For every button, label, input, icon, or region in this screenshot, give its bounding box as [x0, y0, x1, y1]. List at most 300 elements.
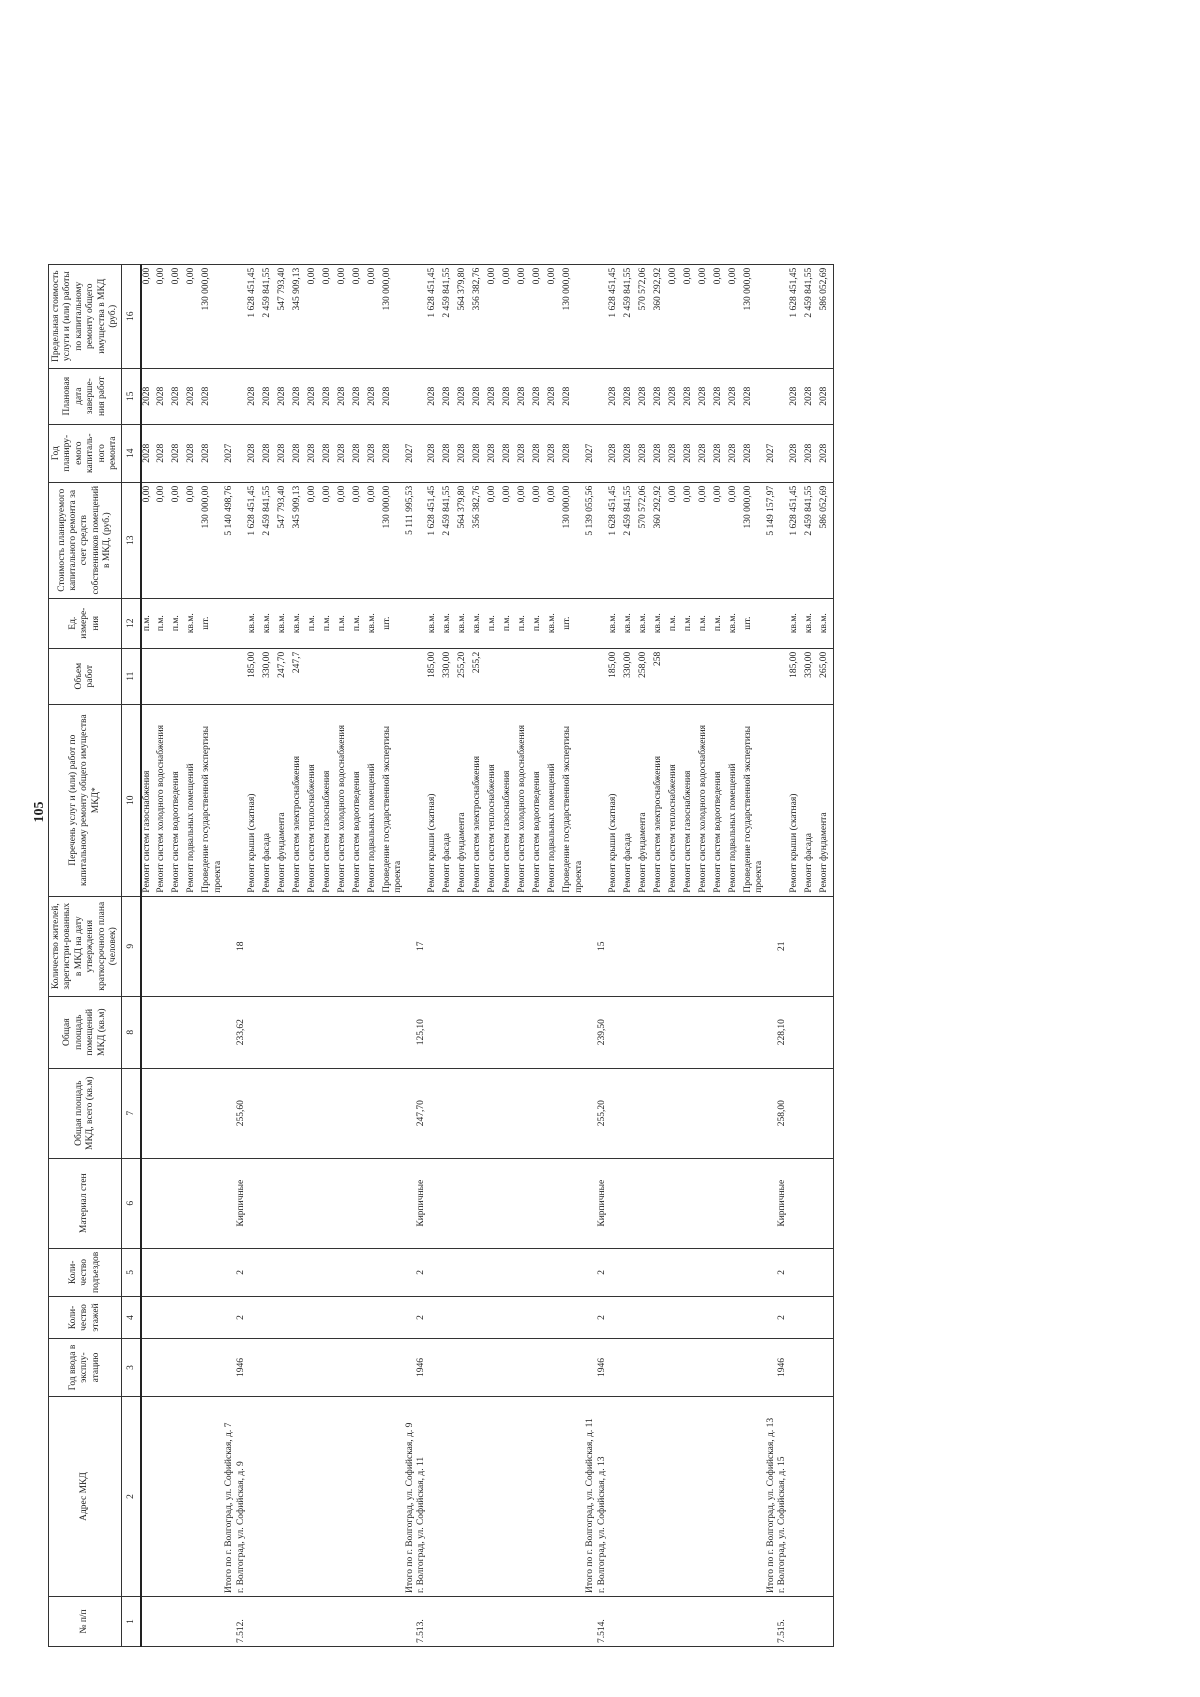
- limit-cost-cell: 570 572,06: [638, 264, 653, 368]
- empty-cell: [262, 896, 277, 996]
- empty-cell: [804, 1597, 819, 1647]
- unit-cell: п.м.: [668, 598, 683, 648]
- empty-cell: [597, 424, 608, 482]
- empty-cell: [442, 996, 457, 1068]
- header-cell: Общая площадь МКД, всего (кв.м): [49, 1068, 122, 1158]
- empty-cell: [337, 1397, 352, 1597]
- empty-cell: [502, 896, 517, 996]
- empty-cell: [186, 1339, 201, 1397]
- empty-cell: [307, 1339, 322, 1397]
- empty-cell: [623, 1248, 638, 1296]
- empty-cell: [292, 1248, 307, 1296]
- empty-cell: [427, 996, 442, 1068]
- work-row: [247, 264, 262, 1646]
- empty-cell: [416, 648, 427, 704]
- unit-cell: п.м.: [307, 598, 322, 648]
- cost-cell: 0,00: [337, 482, 352, 598]
- total-year-cell: 2027: [224, 424, 235, 482]
- end-date-cell: 2028: [262, 368, 277, 424]
- year-cell: 2028: [713, 424, 728, 482]
- empty-cell: [819, 1397, 834, 1597]
- building-row: [777, 264, 788, 1646]
- unit-cell: п.м.: [698, 598, 713, 648]
- total-cost-cell: 5 111 995,53: [405, 482, 416, 598]
- empty-cell: [653, 1248, 668, 1296]
- work-name-cell: Ремонт систем холодного водоснабжения: [156, 704, 171, 896]
- limit-cost-cell: 130 000,00: [743, 264, 766, 368]
- empty-cell: [502, 1397, 517, 1597]
- end-date-cell: 2028: [502, 368, 517, 424]
- entrances-cell: 2: [777, 1248, 788, 1296]
- work-row: [292, 264, 307, 1646]
- empty-cell: [141, 1158, 156, 1248]
- work-name-cell: Ремонт фасада: [262, 704, 277, 896]
- empty-cell: [585, 648, 596, 704]
- volume-cell: [728, 648, 743, 704]
- year-cell: 2028: [683, 424, 698, 482]
- empty-cell: [743, 996, 766, 1068]
- empty-cell: [789, 996, 804, 1068]
- year-cell: 2028: [382, 424, 405, 482]
- empty-cell: [789, 896, 804, 996]
- unit-cell: п.м.: [713, 598, 728, 648]
- limit-cost-cell: 130 000,00: [562, 264, 585, 368]
- work-name-cell: Ремонт систем электроснабжения: [653, 704, 668, 896]
- empty-cell: [236, 368, 247, 424]
- limit-cost-cell: 0,00: [728, 264, 743, 368]
- empty-cell: [532, 896, 547, 996]
- empty-cell: [789, 1297, 804, 1339]
- empty-cell: [352, 1397, 367, 1597]
- empty-cell: [247, 1339, 262, 1397]
- cost-cell: 360 292,92: [653, 482, 668, 598]
- empty-cell: [562, 1248, 585, 1296]
- empty-cell: [766, 368, 777, 424]
- empty-cell: [683, 1597, 698, 1647]
- end-date-cell: 2028: [201, 368, 224, 424]
- empty-cell: [517, 996, 532, 1068]
- volume-cell: [713, 648, 728, 704]
- work-name-cell: Ремонт систем электроснабжения: [292, 704, 307, 896]
- total-cost-cell: 5 139 055,56: [585, 482, 596, 598]
- work-name-cell: Проведение государственной экспертизы проекта: [562, 704, 585, 896]
- empty-cell: [502, 1297, 517, 1339]
- work-row: [277, 264, 292, 1646]
- cost-cell: 130 000,00: [743, 482, 766, 598]
- volume-cell: 265,00: [819, 648, 834, 704]
- work-row: [608, 264, 623, 1646]
- empty-cell: [307, 1068, 322, 1158]
- empty-cell: [532, 1248, 547, 1296]
- empty-cell: [405, 996, 416, 1068]
- work-row: [171, 264, 186, 1646]
- end-date-cell: 2028: [156, 368, 171, 424]
- empty-cell: [405, 1297, 416, 1339]
- cost-cell: 586 052,69: [819, 482, 834, 598]
- empty-cell: [638, 996, 653, 1068]
- end-date-cell: 2028: [608, 368, 623, 424]
- column-number: 7: [122, 1068, 142, 1158]
- empty-cell: [156, 1248, 171, 1296]
- empty-cell: [382, 1158, 405, 1248]
- year-cell: 2028: [502, 424, 517, 482]
- building-row: [597, 264, 608, 1646]
- cost-cell: 1 628 451,45: [789, 482, 804, 598]
- unit-cell: кв.м.: [608, 598, 623, 648]
- empty-cell: [472, 1339, 487, 1397]
- column-number: 9: [122, 896, 142, 996]
- empty-cell: [352, 1339, 367, 1397]
- work-name-cell: Ремонт систем электроснабжения: [472, 704, 487, 896]
- header-cell: Стоимость планируемого капитального ремонта за счет средств собственников помещений в МКД, (руб.): [49, 482, 122, 598]
- volume-cell: [382, 648, 405, 704]
- empty-cell: [156, 1339, 171, 1397]
- cost-cell: 130 000,00: [562, 482, 585, 598]
- empty-cell: [698, 1597, 713, 1647]
- volume-cell: [487, 648, 502, 704]
- empty-cell: [487, 896, 502, 996]
- empty-cell: [713, 896, 728, 996]
- volume-cell: 258,00: [638, 648, 653, 704]
- limit-cost-cell: 586 052,69: [819, 264, 834, 368]
- year-cell: 2028: [337, 424, 352, 482]
- empty-cell: [638, 1397, 653, 1597]
- empty-cell: [405, 598, 416, 648]
- unit-cell: шт.: [382, 598, 405, 648]
- year-built-cell: 1946: [416, 1339, 427, 1397]
- empty-cell: [186, 1397, 201, 1597]
- empty-cell: [262, 1339, 277, 1397]
- empty-cell: [728, 1068, 743, 1158]
- total-row: [405, 264, 416, 1646]
- empty-cell: [224, 598, 235, 648]
- capital-repair-table: [48, 264, 834, 1647]
- empty-cell: [789, 1248, 804, 1296]
- empty-cell: [653, 1158, 668, 1248]
- empty-cell: [487, 1339, 502, 1397]
- limit-cost-cell: 0,00: [532, 264, 547, 368]
- empty-cell: [532, 1158, 547, 1248]
- empty-cell: [532, 1068, 547, 1158]
- address-cell: г. Волгоград, ул. Софийская, д. 11: [416, 1397, 427, 1597]
- empty-cell: [156, 1158, 171, 1248]
- cost-cell: 2 459 841,55: [262, 482, 277, 598]
- empty-cell: [623, 1068, 638, 1158]
- empty-cell: [766, 1248, 777, 1296]
- empty-cell: [382, 1068, 405, 1158]
- empty-cell: [201, 1597, 224, 1647]
- empty-cell: [201, 1158, 224, 1248]
- empty-cell: [698, 1068, 713, 1158]
- wall-material-cell: Кирпичные: [416, 1158, 427, 1248]
- end-date-cell: 2028: [247, 368, 262, 424]
- end-date-cell: 2028: [487, 368, 502, 424]
- empty-cell: [337, 896, 352, 996]
- empty-cell: [367, 996, 382, 1068]
- empty-cell: [224, 1297, 235, 1339]
- empty-cell: [766, 648, 777, 704]
- column-number: 16: [122, 264, 142, 368]
- header-cell: № п/п: [49, 1597, 122, 1647]
- empty-cell: [224, 1248, 235, 1296]
- volume-cell: [532, 648, 547, 704]
- empty-cell: [277, 1297, 292, 1339]
- work-row: [728, 264, 743, 1646]
- end-date-cell: 2028: [789, 368, 804, 424]
- empty-cell: [277, 1597, 292, 1647]
- column-number: 1: [122, 1597, 142, 1647]
- work-row: [547, 264, 562, 1646]
- empty-cell: [186, 1248, 201, 1296]
- limit-cost-cell: 2 459 841,55: [804, 264, 819, 368]
- work-name-cell: Ремонт подвальных помещений: [728, 704, 743, 896]
- empty-cell: [322, 1248, 337, 1296]
- limit-cost-cell: 2 459 841,55: [262, 264, 277, 368]
- floors-cell: 2: [777, 1297, 788, 1339]
- empty-cell: [472, 996, 487, 1068]
- empty-cell: [171, 896, 186, 996]
- area-total-cell: 247,70: [416, 1068, 427, 1158]
- empty-cell: [532, 1597, 547, 1647]
- empty-cell: [236, 704, 247, 896]
- empty-cell: [713, 1339, 728, 1397]
- empty-cell: [382, 1397, 405, 1597]
- empty-cell: [819, 1597, 834, 1647]
- item-number-cell: 7.513.: [416, 1597, 427, 1647]
- empty-cell: [502, 1068, 517, 1158]
- empty-cell: [292, 1297, 307, 1339]
- table-body: [141, 264, 833, 1646]
- empty-cell: [352, 1297, 367, 1339]
- empty-cell: [698, 996, 713, 1068]
- page-number: 105: [32, 801, 47, 823]
- empty-cell: [608, 896, 623, 996]
- empty-cell: [638, 1068, 653, 1158]
- empty-cell: [638, 1158, 653, 1248]
- empty-cell: [457, 1397, 472, 1597]
- empty-cell: [236, 648, 247, 704]
- empty-cell: [597, 368, 608, 424]
- limit-cost-cell: 0,00: [307, 264, 322, 368]
- empty-cell: [623, 1297, 638, 1339]
- end-date-cell: 2028: [743, 368, 766, 424]
- empty-cell: [547, 1397, 562, 1597]
- empty-cell: [487, 1158, 502, 1248]
- column-number: 8: [122, 996, 142, 1068]
- unit-cell: кв.м.: [728, 598, 743, 648]
- empty-cell: [698, 896, 713, 996]
- year-cell: 2028: [262, 424, 277, 482]
- empty-cell: [337, 1158, 352, 1248]
- cost-cell: 0,00: [322, 482, 337, 598]
- empty-cell: [804, 1339, 819, 1397]
- work-row: [743, 264, 766, 1646]
- empty-cell: [186, 1597, 201, 1647]
- empty-cell: [547, 1068, 562, 1158]
- empty-cell: [623, 1597, 638, 1647]
- end-date-cell: 2028: [352, 368, 367, 424]
- empty-cell: [367, 1339, 382, 1397]
- empty-cell: [405, 1248, 416, 1296]
- column-number: 4: [122, 1297, 142, 1339]
- empty-cell: [743, 896, 766, 996]
- end-date-cell: 2028: [517, 368, 532, 424]
- work-name-cell: Ремонт систем газоснабжения: [322, 704, 337, 896]
- work-row: [382, 264, 405, 1646]
- work-name-cell: Ремонт систем водоотведения: [171, 704, 186, 896]
- work-row: [337, 264, 352, 1646]
- unit-cell: кв.м.: [367, 598, 382, 648]
- empty-cell: [502, 996, 517, 1068]
- empty-cell: [156, 1068, 171, 1158]
- empty-cell: [416, 704, 427, 896]
- entrances-cell: 2: [597, 1248, 608, 1296]
- empty-cell: [171, 1158, 186, 1248]
- work-row: [623, 264, 638, 1646]
- volume-cell: 255,2: [472, 648, 487, 704]
- empty-cell: [427, 1397, 442, 1597]
- empty-cell: [819, 1248, 834, 1296]
- empty-cell: [608, 1248, 623, 1296]
- unit-cell: п.м.: [171, 598, 186, 648]
- work-name-cell: Ремонт фундамента: [457, 704, 472, 896]
- empty-cell: [307, 1158, 322, 1248]
- empty-cell: [224, 704, 235, 896]
- empty-cell: [713, 996, 728, 1068]
- residents-cell: 21: [777, 896, 788, 996]
- year-cell: 2028: [804, 424, 819, 482]
- empty-cell: [517, 896, 532, 996]
- empty-cell: [683, 1158, 698, 1248]
- empty-cell: [352, 1158, 367, 1248]
- address-cell: г. Волгоград, ул. Софийская, д. 15: [777, 1397, 788, 1597]
- empty-cell: [352, 1068, 367, 1158]
- empty-cell: [638, 896, 653, 996]
- work-row: [156, 264, 171, 1646]
- work-name-cell: Ремонт крыши (скатная): [427, 704, 442, 896]
- work-name-cell: Ремонт систем водоотведения: [352, 704, 367, 896]
- empty-cell: [597, 482, 608, 598]
- header-cell: Коли-чество подъездов: [49, 1248, 122, 1296]
- work-name-cell: Проведение государственной экспертизы проекта: [382, 704, 405, 896]
- empty-cell: [585, 896, 596, 996]
- header-cell: Предельная стоимость услуги и (или) работы по капитальному ремонту общего имущества в МКД (руб.): [49, 264, 122, 368]
- cost-cell: 345 909,13: [292, 482, 307, 598]
- year-cell: 2028: [186, 424, 201, 482]
- work-row: [668, 264, 683, 1646]
- empty-cell: [337, 1297, 352, 1339]
- column-number: 11: [122, 648, 142, 704]
- empty-cell: [743, 1158, 766, 1248]
- empty-cell: [367, 1597, 382, 1647]
- empty-cell: [472, 896, 487, 996]
- wall-material-cell: Кирпичные: [597, 1158, 608, 1248]
- empty-cell: [623, 996, 638, 1068]
- empty-cell: [743, 1597, 766, 1647]
- empty-cell: [405, 264, 416, 368]
- year-built-cell: 1946: [597, 1339, 608, 1397]
- empty-cell: [307, 1248, 322, 1296]
- header-cell: Адрес МКД: [49, 1397, 122, 1597]
- end-date-cell: 2028: [442, 368, 457, 424]
- empty-cell: [517, 1297, 532, 1339]
- unit-cell: кв.м.: [247, 598, 262, 648]
- work-row: [562, 264, 585, 1646]
- empty-cell: [224, 648, 235, 704]
- year-cell: 2028: [322, 424, 337, 482]
- empty-cell: [638, 1339, 653, 1397]
- work-name-cell: Ремонт фундамента: [819, 704, 834, 896]
- empty-cell: [427, 1248, 442, 1296]
- unit-cell: шт.: [201, 598, 224, 648]
- empty-cell: [766, 1597, 777, 1647]
- year-cell: 2028: [427, 424, 442, 482]
- year-cell: 2028: [171, 424, 186, 482]
- empty-cell: [487, 996, 502, 1068]
- item-number-cell: 7.514.: [597, 1597, 608, 1647]
- empty-cell: [562, 1297, 585, 1339]
- volume-cell: [562, 648, 585, 704]
- limit-cost-cell: 345 909,13: [292, 264, 307, 368]
- work-row: [367, 264, 382, 1646]
- empty-cell: [156, 896, 171, 996]
- empty-cell: [585, 1597, 596, 1647]
- rotated-table-sheet: [24, 42, 1154, 1672]
- empty-cell: [201, 896, 224, 996]
- end-date-cell: 2028: [653, 368, 668, 424]
- cost-cell: 0,00: [307, 482, 322, 598]
- total-label-cell: Итого по г. Волгоград, ул. Софийская, д. 11: [585, 1397, 596, 1597]
- limit-cost-cell: 0,00: [367, 264, 382, 368]
- empty-cell: [777, 264, 788, 368]
- empty-cell: [457, 1339, 472, 1397]
- empty-cell: [743, 1248, 766, 1296]
- limit-cost-cell: 0,00: [683, 264, 698, 368]
- empty-cell: [713, 1158, 728, 1248]
- year-cell: 2028: [743, 424, 766, 482]
- limit-cost-cell: 0,00: [713, 264, 728, 368]
- cost-cell: 0,00: [487, 482, 502, 598]
- work-row: [442, 264, 457, 1646]
- building-row: [416, 264, 427, 1646]
- empty-cell: [442, 1248, 457, 1296]
- empty-cell: [547, 1339, 562, 1397]
- empty-cell: [743, 1068, 766, 1158]
- volume-cell: 330,00: [804, 648, 819, 704]
- empty-cell: [766, 1339, 777, 1397]
- empty-cell: [597, 264, 608, 368]
- header-cell: Ед. измере-ния: [49, 598, 122, 648]
- empty-cell: [247, 1597, 262, 1647]
- year-cell: 2028: [201, 424, 224, 482]
- empty-cell: [638, 1297, 653, 1339]
- empty-cell: [277, 896, 292, 996]
- empty-cell: [766, 1158, 777, 1248]
- year-cell: 2028: [728, 424, 743, 482]
- cost-cell: 570 572,06: [638, 482, 653, 598]
- end-date-cell: 2028: [427, 368, 442, 424]
- volume-cell: [668, 648, 683, 704]
- empty-cell: [804, 1158, 819, 1248]
- empty-cell: [668, 1297, 683, 1339]
- empty-cell: [442, 1339, 457, 1397]
- work-row: [683, 264, 698, 1646]
- empty-cell: [156, 1597, 171, 1647]
- header-cell: Объем работ: [49, 648, 122, 704]
- empty-cell: [623, 1397, 638, 1597]
- unit-cell: кв.м.: [277, 598, 292, 648]
- empty-cell: [562, 1158, 585, 1248]
